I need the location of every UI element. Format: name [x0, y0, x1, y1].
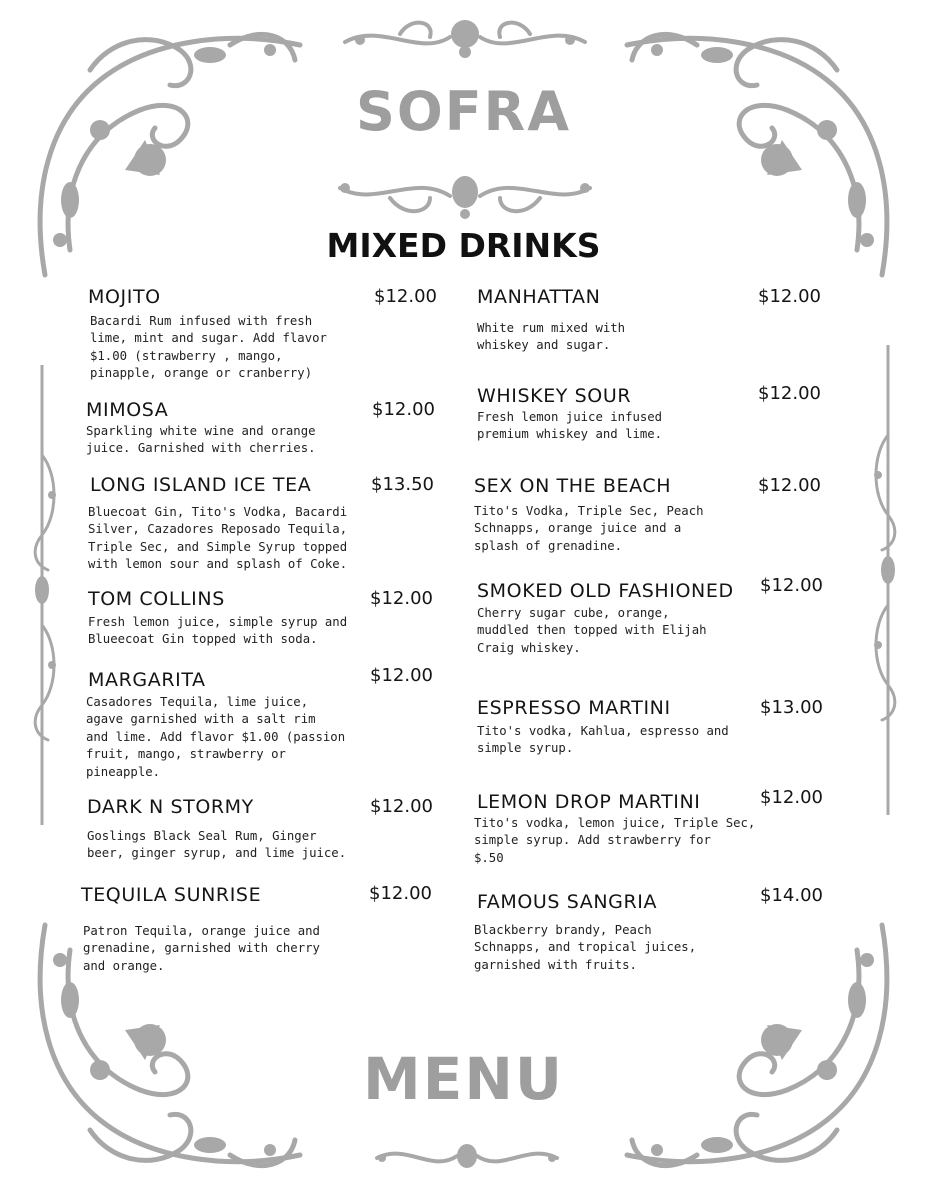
menu-label: MENU	[363, 1045, 564, 1113]
item-price: $13.50	[371, 474, 434, 495]
section-title: MIXED DRINKS	[326, 226, 601, 265]
item-price: $12.00	[372, 399, 435, 420]
item-price: $12.00	[758, 286, 821, 307]
item-price: $12.00	[374, 286, 437, 307]
item-name: SMOKED OLD FASHIONED	[477, 580, 734, 602]
item-name: SEX ON THE BEACH	[474, 475, 672, 497]
brand-divider-ornament	[335, 168, 595, 223]
item-description: Cherry sugar cube, orange, muddled then topped with Elijah Craig whiskey.	[477, 606, 707, 655]
item-name: ESPRESSO MARTINI	[477, 697, 671, 719]
right-side-ornament	[870, 345, 900, 815]
item-price: $12.00	[370, 665, 433, 686]
item-name: LEMON DROP MARTINI	[477, 791, 701, 813]
item-price: $12.00	[760, 575, 823, 596]
item-name: TEQUILA SUNRISE	[81, 884, 262, 906]
item-price: $13.00	[760, 697, 823, 718]
item-price: $12.00	[369, 883, 432, 904]
item-price: $12.00	[760, 787, 823, 808]
item-description: White rum mixed with whiskey and sugar.	[477, 321, 626, 353]
item-name: FAMOUS SANGRIA	[477, 891, 658, 913]
item-price: $14.00	[760, 885, 823, 906]
item-description: Fresh lemon juice infused premium whiskey and lime.	[477, 410, 663, 442]
item-description: Sparkling white wine and orange juice. Garnished with cherries.	[86, 424, 316, 456]
item-price: $12.00	[758, 475, 821, 496]
item-name: LONG ISLAND ICE TEA	[90, 474, 312, 496]
item-price: $12.00	[758, 383, 821, 404]
item-description: Patron Tequila, orange juice and grenadine, garnished with cherry and orange.	[83, 924, 320, 973]
item-name: MARGARITA	[88, 669, 206, 691]
item-description: Tito's vodka, Kahlua, espresso and simple syrup.	[477, 724, 729, 756]
item-name: DARK N STORMY	[87, 796, 254, 818]
item-description: Goslings Black Seal Rum, Ginger beer, ginger syrup, and lime juice.	[87, 829, 347, 861]
item-description: Bacardi Rum infused with fresh lime, mint and sugar. Add flavor $1.00 (strawberry , mango, pinapple, orange or cranberry)	[90, 314, 327, 381]
item-name: WHISKEY SOUR	[477, 385, 632, 407]
item-description: Tito's Vodka, Triple Sec, Peach Schnapps, orange juice and a splash of grenadine.	[474, 504, 704, 553]
item-price: $12.00	[370, 796, 433, 817]
item-description: Blackberry brandy, Peach Schnapps, and tropical juices, garnished with fruits.	[474, 923, 697, 972]
item-name: MOJITO	[88, 286, 161, 308]
bottom-scroll-ornament	[372, 1138, 562, 1178]
left-side-ornament	[30, 365, 60, 825]
item-description: Tito's vodka, lemon juice, Triple Sec, simple syrup. Add strawberry for $.50	[474, 816, 756, 865]
item-price: $12.00	[370, 588, 433, 609]
top-scroll-ornament	[340, 12, 590, 62]
item-name: TOM COLLINS	[88, 588, 225, 610]
item-name: MANHATTAN	[477, 286, 601, 308]
item-description: Casadores Tequila, lime juice, agave garnished with a salt rim and lime. Add flavor $1.00 (passion fruit, mango, strawberry or pineapple.	[86, 695, 346, 779]
item-name: MIMOSA	[86, 399, 169, 421]
item-description: Fresh lemon juice, simple syrup and Blueecoat Gin topped with soda.	[88, 615, 348, 647]
brand-name: SOFRA	[355, 80, 572, 143]
item-description: Bluecoat Gin, Tito's Vodka, Bacardi Silver, Cazadores Reposado Tequila, Triple Sec, and Simple Syrup topped with lemon sour and splash of Coke.	[88, 505, 348, 572]
